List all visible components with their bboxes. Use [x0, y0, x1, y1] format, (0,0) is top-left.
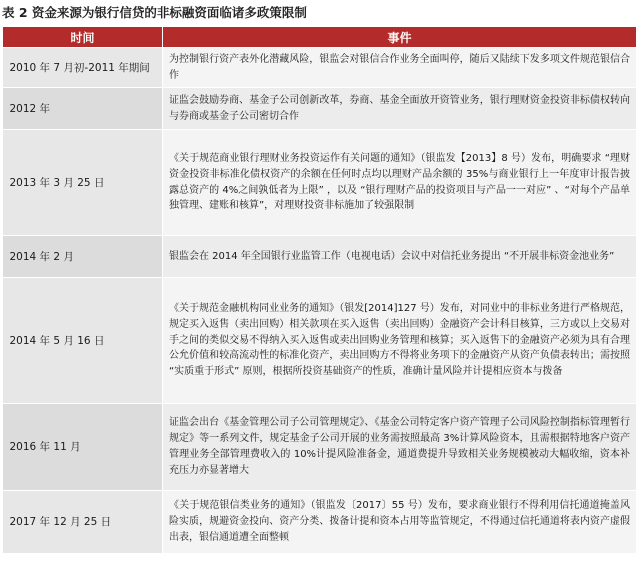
policy-table: [2, 26, 637, 554]
table-row: [3, 278, 637, 404]
header-event: 事件: [163, 27, 637, 48]
row-event: 《关于规范银信类业务的通知》（银监发〔2017〕55 号）发布，要求商业银行不得利用信托通道掩盖风险实质，规避资金投向、资产分类、拨备计提和资本占用等监管规定，不得通过信托通道将表内资产虚假出表，银信通道遭全面整顿: [163, 491, 637, 554]
row-time: 2013 年 3 月 25 日: [3, 130, 163, 236]
row-time: 2010 年 7 月初-2011 年期间: [3, 48, 163, 88]
row-event: 《关于规范金融机构同业业务的通知》（银发[2014]127 号）发布，对同业中的非标业务进行严格规范，规定买入返售（卖出回购）相关款项在买入返售（卖出回购）金融资产会计科目核算，三方或以上交易对手之间的类似交易不得纳入买入返售或卖出回购业务管理和核算；买入返售下的金融资产必须为具有合理公允价值和较高流动性的标准化资产，卖出回购方不得将业务项下的金融资产从资产负债表转出；需按照 “实质重于形式” 原则，根据所投资基础资产的性质，准确计量风险并计提相应资本与拨备: [163, 278, 637, 404]
header-time: 时间: [3, 27, 163, 48]
table-header-row: [3, 27, 637, 48]
row-event: 证监会出台《基金管理公司子公司管理规定》、《基金公司特定客户资产管理子公司风险控制指标管理暂行规定》等一系列文件，规定基金子公司开展的业务需按照最高 3%计算风险资本，且需根据特地客户资产管理业务全部管理费收入的 10%计提风险准备金，通道费提升导致相关业务规模被动大幅收缩，资本补充压力亦显著增大: [163, 404, 637, 491]
table-row: [3, 130, 637, 236]
row-time: 2012 年: [3, 88, 163, 130]
row-event: 银监会在 2014 年全国银行业监管工作（电视电话）会议中对信托业务提出 “不开展非标资金池业务”: [163, 236, 637, 278]
table-row: [3, 236, 637, 278]
row-time: 2014 年 5 月 16 日: [3, 278, 163, 404]
table-row: [3, 491, 637, 554]
row-event: 《关于规范商业银行理财业务投资运作有关问题的通知》（银监发【2013】8 号）发布，明确要求 “理财资金投资非标准化债权资产的余额在任何时点均以理财产品余额的 35%与商业银行上一年度审计报告披露总资产的 4%之间孰低者为上限” ，以及 “银行理财产品的投资项目与产品一一对应” 、“对每个产品单独管理、建账和核算”，对理财投资非标施加了较强限制: [163, 130, 637, 236]
row-time: 2017 年 12 月 25 日: [3, 491, 163, 554]
table-caption: 表 2 资金来源为银行信贷的非标融资面临诸多政策限制: [2, 5, 307, 20]
row-time: 2014 年 2 月: [3, 236, 163, 278]
row-event: 证监会鼓励券商、基金子公司创新改革，券商、基金全面放开资管业务，银行理财资金投资非标债权转向与券商或基金子公司密切合作: [163, 88, 637, 130]
table-row: [3, 88, 637, 130]
row-time: 2016 年 11 月: [3, 404, 163, 491]
table-row: [3, 404, 637, 491]
row-event: 为控制银行资产表外化潜藏风险，银监会对银信合作业务全面叫停，随后又陆续下发多项文件规范银信合作: [163, 48, 637, 88]
table-row: [3, 48, 637, 88]
